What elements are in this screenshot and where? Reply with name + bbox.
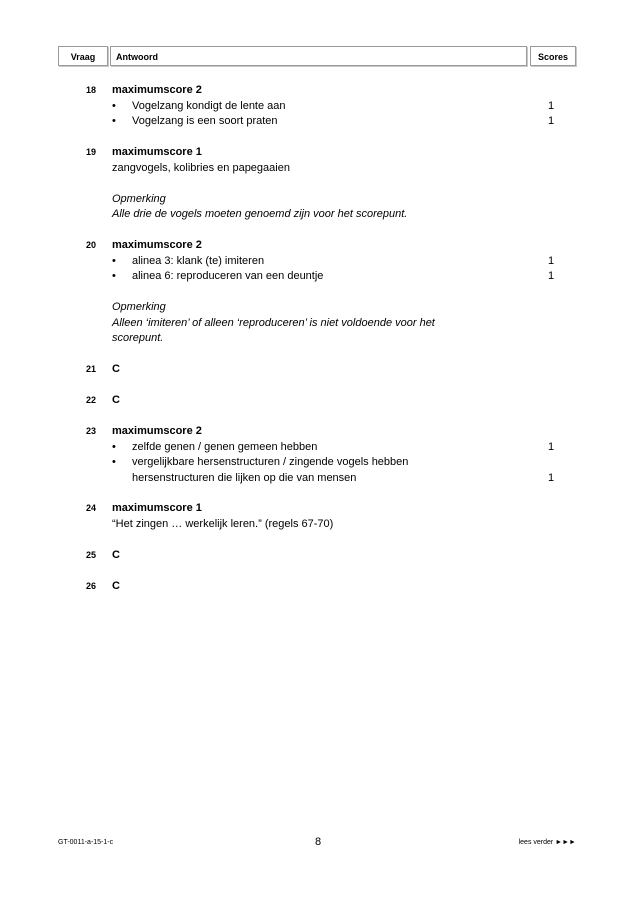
score-value: 1 — [547, 471, 555, 484]
remark-text: Alle drie de vogels moeten genoemd zijn voor het scorepunt. — [112, 208, 408, 220]
answer-text: “Het zingen … werkelijk leren.” (regels 67-70) — [112, 517, 334, 530]
remark-text: scorepunt. — [112, 332, 164, 344]
document-code: GT-0011-a-15-1-c — [58, 839, 114, 846]
bullet: • — [112, 99, 116, 112]
continue-label: lees verder — [518, 839, 554, 846]
max-score-label: maximumscore 1 — [112, 146, 202, 158]
question-number: 25 — [85, 550, 96, 560]
answer-item — [112, 455, 532, 471]
bullet: • — [112, 440, 116, 453]
remark-label: Opmerking — [112, 192, 166, 205]
answer-text: hersenstructuren die lijken op die van mensen — [132, 471, 357, 484]
score-value: 1 — [547, 270, 555, 282]
bullet: • — [112, 270, 116, 282]
answer-item — [112, 114, 532, 130]
answer-text: C — [112, 363, 120, 375]
continue-indicator — [519, 838, 576, 848]
bullet: • — [112, 115, 116, 127]
question-number: 19 — [85, 147, 96, 157]
triple-arrow-icon: ►►► — [555, 839, 576, 846]
answer-item — [112, 440, 532, 456]
score-value: 1 — [547, 99, 555, 112]
remark-label: Opmerking — [112, 301, 166, 313]
remark-text: Alleen ‘imiteren’ of alleen ‘reproduceren’ is niet voldoende voor het — [112, 316, 435, 329]
max-score-label: maximumscore 1 — [112, 502, 202, 514]
answer-text: alinea 6: reproduceren van een deuntje — [132, 270, 324, 282]
score-value: 1 — [547, 115, 555, 127]
score-value: 1 — [547, 254, 555, 267]
bullet: • — [112, 456, 116, 468]
answer-text: Vogelzang kondigt de lente aan — [132, 99, 286, 112]
max-score-label: maximumscore 2 — [112, 239, 202, 251]
answer-text: vergelijkbare hersenstructuren / zingende vogels hebben — [132, 456, 409, 468]
answer-item — [112, 254, 532, 270]
answer-text: C — [112, 549, 120, 561]
question-number: 18 — [85, 85, 96, 95]
question-number: 23 — [85, 426, 96, 436]
score-value: 1 — [547, 440, 555, 453]
header-antwoord: Antwoord — [110, 46, 527, 66]
question-number: 20 — [85, 240, 96, 250]
answer-text: zelfde genen / genen gemeen hebben — [132, 440, 318, 453]
answer-item — [112, 269, 532, 285]
question-number: 22 — [85, 395, 96, 405]
max-score-label: maximumscore 2 — [112, 425, 202, 437]
answer-item — [112, 99, 532, 115]
question-number: 21 — [85, 364, 96, 374]
header-scores: Scores — [530, 46, 576, 66]
answer-text: alinea 3: klank (te) imiteren — [132, 254, 265, 267]
answer-text: zangvogels, kolibries en papegaaien — [112, 161, 290, 174]
header-vraag: Vraag — [58, 46, 108, 66]
answer-text: C — [112, 394, 120, 406]
answer-item-continued — [112, 471, 532, 487]
answer-text: C — [112, 580, 120, 592]
bullet: • — [112, 254, 116, 267]
page-number: 8 — [314, 836, 322, 848]
question-number: 26 — [85, 581, 96, 591]
question-number: 24 — [85, 503, 96, 513]
max-score-label: maximumscore 2 — [112, 84, 202, 96]
answer-text: Vogelzang is een soort praten — [132, 115, 278, 127]
